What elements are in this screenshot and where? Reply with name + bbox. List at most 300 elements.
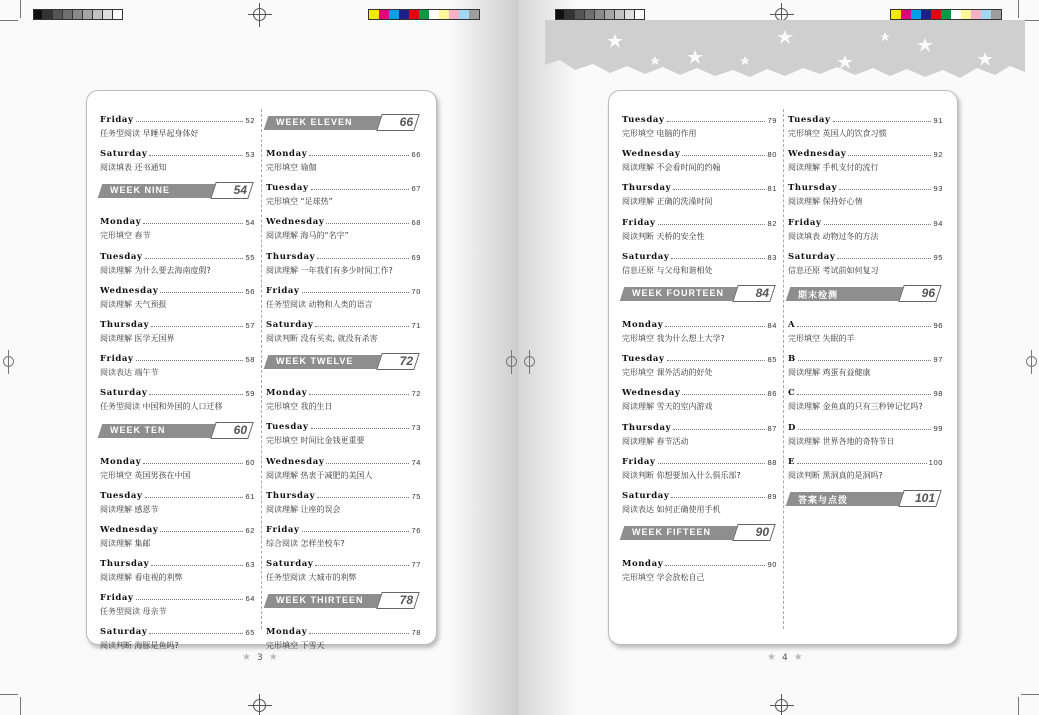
day-name: Monday xyxy=(266,149,308,159)
day-name: Monday xyxy=(100,456,142,467)
color-swatch xyxy=(991,10,1001,19)
task-title: 完形填空 失眠的羊 xyxy=(788,333,855,343)
task-title: 完形填空 “足球热” xyxy=(266,197,333,207)
day-name: Thursday xyxy=(266,251,316,262)
toc-entry-heading xyxy=(622,451,777,467)
toc-entry-heading xyxy=(100,382,255,398)
entry-page-number: 75 xyxy=(411,491,421,501)
week-page-number: 90 xyxy=(755,525,769,540)
toc-entry-heading xyxy=(266,143,421,159)
color-swatch xyxy=(595,9,605,20)
task-title: 阅读理解 为什么要去海南度假? xyxy=(100,265,211,275)
day-name: Thursday xyxy=(622,422,672,433)
toc-entry-heading xyxy=(100,280,255,296)
day-name: Tuesday xyxy=(266,422,309,433)
toc-column xyxy=(622,109,777,587)
toc-entry-heading xyxy=(266,485,421,501)
week-page-number: 78 xyxy=(399,593,413,608)
side-registration-mark-icon xyxy=(505,350,517,374)
week-page-box xyxy=(376,114,420,131)
leader-dots xyxy=(326,463,409,464)
day-name: Wednesday xyxy=(622,388,681,399)
day-name: Thursday xyxy=(788,183,838,194)
page-footer xyxy=(242,652,278,663)
leader-dots xyxy=(160,531,243,532)
entry-page-number: 77 xyxy=(411,560,421,570)
task-title: 完形填空 我的生日 xyxy=(266,402,333,412)
entry-page-number: 70 xyxy=(411,286,421,296)
leader-dots xyxy=(797,394,931,395)
toc-entry xyxy=(622,212,777,246)
task-title: 阅读判断 黑洞真的是洞吗? xyxy=(788,470,883,480)
week-title: WEEK NINE xyxy=(110,185,171,196)
task-title: 阅读理解 金鱼真的只有三秒钟记忆吗? xyxy=(788,402,923,412)
toc-entry xyxy=(622,382,777,416)
task-title: 完形填空 春节 xyxy=(100,231,151,241)
day-name: Thursday xyxy=(100,319,150,330)
toc-entry-heading xyxy=(622,382,777,398)
day-name: Tuesday xyxy=(622,115,665,125)
toc-entry-heading xyxy=(622,246,777,262)
toc-entry-heading xyxy=(266,416,421,432)
toc-entry xyxy=(622,314,777,348)
entry-page-number: 84 xyxy=(767,320,777,330)
toc-entry xyxy=(100,587,255,621)
week-page-number: 72 xyxy=(399,354,413,369)
toc-entry-heading xyxy=(622,417,777,433)
leader-dots xyxy=(798,360,932,361)
day-name: Saturday xyxy=(100,627,148,638)
leader-dots xyxy=(839,189,931,190)
side-registration-mark-icon xyxy=(2,350,14,374)
toc-card-left xyxy=(86,90,437,651)
entry-page-number: 59 xyxy=(245,389,255,399)
toc-entry-heading xyxy=(266,451,421,467)
task-title: 阅读理解 手机支付的流行 xyxy=(788,163,879,173)
color-swatch xyxy=(419,10,429,19)
leader-dots xyxy=(658,224,766,225)
color-swatch xyxy=(63,9,73,20)
task-title: 阅读理解 天气预报 xyxy=(100,299,167,309)
entry-page-number: 100 xyxy=(928,457,943,467)
toc-entry-heading xyxy=(622,314,777,330)
leader-dots xyxy=(673,429,765,430)
day-name: Friday xyxy=(266,524,300,535)
leader-dots xyxy=(667,121,766,122)
color-swatch xyxy=(891,10,901,19)
day-name: Tuesday xyxy=(622,354,665,365)
week-page-box xyxy=(210,182,254,199)
day-name: Friday xyxy=(788,217,822,228)
leader-dots xyxy=(798,429,931,430)
leader-dots xyxy=(673,189,765,190)
task-title: 阅读理解 热衷于减肥的美国人 xyxy=(266,470,373,480)
leader-dots xyxy=(143,223,243,224)
task-title: 完形填空 瑜伽 xyxy=(266,163,317,172)
toc-entry-heading xyxy=(100,587,255,603)
toc-entry-heading xyxy=(266,519,421,535)
toc-entry-heading xyxy=(100,143,255,159)
toc-entry-heading xyxy=(788,212,943,228)
leader-dots xyxy=(145,497,244,498)
week-page-number: 96 xyxy=(921,285,935,300)
color-swatch xyxy=(33,9,43,20)
toc-entry xyxy=(266,382,421,416)
day-name: Thursday xyxy=(100,559,150,570)
toc-entry xyxy=(622,246,777,280)
toc-entry xyxy=(788,143,943,177)
task-title: 任务型阅读 动物和人类的语言 xyxy=(266,299,373,309)
leader-dots xyxy=(671,497,765,498)
color-swatch xyxy=(911,10,921,19)
toc-entry-heading xyxy=(622,177,777,193)
toc-entry-heading xyxy=(788,417,943,433)
side-registration-mark-icon xyxy=(523,350,535,374)
leader-dots xyxy=(143,463,243,464)
color-swatch xyxy=(93,9,103,20)
day-name: Wednesday xyxy=(266,456,325,467)
toc-entry xyxy=(622,177,777,211)
task-title: 完形填空 下雪天 xyxy=(266,641,325,651)
entry-page-number: 74 xyxy=(411,457,421,467)
toc-entry xyxy=(266,177,421,211)
star-icon: ★ xyxy=(793,652,803,663)
task-title: 信息还原 与父母和谐相处 xyxy=(622,265,713,275)
day-name: Wednesday xyxy=(266,217,325,228)
entry-page-number: 53 xyxy=(245,150,255,160)
toc-entry-heading xyxy=(100,314,255,330)
day-name: Friday xyxy=(622,217,656,228)
entry-page-number: 86 xyxy=(767,389,777,399)
color-swatch xyxy=(53,9,63,20)
color-swatch xyxy=(615,9,625,20)
day-name: Monday xyxy=(622,559,664,570)
day-name: D xyxy=(788,422,796,433)
task-title: 信息还原 考试前如何复习 xyxy=(788,265,879,275)
star-icon: ★ xyxy=(767,652,776,663)
task-title: 阅读理解 世界各地的奇特节日 xyxy=(788,436,895,446)
toc-entry xyxy=(788,109,943,143)
leader-dots xyxy=(317,497,409,498)
task-title: 阅读理解 雪天的室内游戏 xyxy=(622,402,713,412)
task-title: 阅读表达 端午节 xyxy=(100,368,159,378)
task-title: 完形填空 电脑的作用 xyxy=(622,129,697,138)
toc-entry xyxy=(100,485,255,519)
leader-dots xyxy=(149,394,243,395)
leader-dots xyxy=(665,565,765,566)
entry-page-number: 90 xyxy=(767,560,777,570)
gray-swatch-strip xyxy=(555,9,645,20)
week-title: 期末检测 xyxy=(798,289,839,300)
entry-page-number: 65 xyxy=(245,628,255,638)
entry-page-number: 92 xyxy=(933,150,943,160)
leader-dots xyxy=(682,155,765,156)
week-header xyxy=(622,284,777,306)
leader-dots xyxy=(833,121,932,122)
gray-swatch-strip xyxy=(33,9,123,20)
entry-page-number: 63 xyxy=(245,560,255,570)
toc-entry xyxy=(622,451,777,485)
week-page-box xyxy=(898,285,942,302)
entry-page-number: 94 xyxy=(933,218,943,228)
task-title: 阅读理解 正确的洗澡时间 xyxy=(622,197,713,207)
toc-column xyxy=(266,109,421,655)
toc-entry xyxy=(788,314,943,348)
entry-page-number: 96 xyxy=(933,320,943,330)
toc-entry-heading xyxy=(100,485,255,501)
leader-dots xyxy=(665,326,765,327)
toc-entry-heading xyxy=(788,451,943,467)
color-swatch xyxy=(635,9,645,20)
color-swatch xyxy=(459,10,469,19)
leader-dots xyxy=(151,326,243,327)
entry-page-number: 54 xyxy=(245,218,255,228)
color-swatch xyxy=(971,10,981,19)
toc-entry xyxy=(622,143,777,177)
leader-dots xyxy=(309,155,409,156)
registration-mark-icon xyxy=(770,694,794,715)
entry-page-number: 99 xyxy=(933,423,943,433)
toc-entry xyxy=(100,519,255,553)
column-divider xyxy=(261,109,262,629)
task-title: 阅读判断 没有买卖, 就没有杀害 xyxy=(266,333,378,343)
color-swatch xyxy=(961,10,971,19)
toc-entry-heading xyxy=(788,246,943,262)
toc-entry-heading xyxy=(266,621,421,637)
entry-page-number: 91 xyxy=(933,116,943,125)
toc-entry xyxy=(266,314,421,348)
toc-entry xyxy=(622,553,777,587)
entry-page-number: 72 xyxy=(411,389,421,399)
toc-entry-heading xyxy=(266,314,421,330)
entry-page-number: 98 xyxy=(933,389,943,399)
week-title: WEEK TEN xyxy=(110,424,166,435)
entry-page-number: 52 xyxy=(245,116,255,125)
toc-entry-heading xyxy=(100,348,255,364)
toc-entry-heading xyxy=(266,382,421,398)
crop-mark xyxy=(0,20,18,21)
toc-entry-heading xyxy=(266,280,421,296)
column-divider xyxy=(783,109,784,629)
toc-entry-heading xyxy=(622,348,777,364)
day-name: Wednesday xyxy=(788,149,847,160)
task-title: 阅读理解 鸡蛋有益健康 xyxy=(788,368,871,378)
week-page-number: 84 xyxy=(755,285,769,300)
toc-entry-heading xyxy=(266,211,421,227)
week-page-number: 60 xyxy=(233,422,247,437)
toc-entry-heading xyxy=(622,143,777,159)
crop-mark xyxy=(1018,0,1019,18)
task-title: 阅读理解 海马的“名字” xyxy=(266,231,349,241)
leader-dots xyxy=(136,121,244,122)
color-bar xyxy=(368,9,480,20)
week-header xyxy=(100,181,255,203)
toc-entry-heading xyxy=(788,382,943,398)
task-title: 阅读理解 集邮 xyxy=(100,538,151,548)
task-title: 完形填空 课外活动的好处 xyxy=(622,368,713,378)
color-swatch xyxy=(469,10,479,19)
task-title: 阅读理解 让座的误会 xyxy=(266,504,341,514)
toc-entry-heading xyxy=(266,553,421,569)
task-title: 阅读理解 保持好心情 xyxy=(788,197,863,207)
task-title: 阅读判断 天桥的安全性 xyxy=(622,231,705,241)
toc-entry-heading xyxy=(622,212,777,228)
day-name: Monday xyxy=(266,627,308,638)
day-name: Friday xyxy=(100,354,134,365)
leader-dots xyxy=(326,223,409,224)
task-title: 阅读理解 不会看时间的约翰 xyxy=(622,163,721,173)
color-swatch xyxy=(439,10,449,19)
day-name: Saturday xyxy=(100,388,148,399)
day-name: Monday xyxy=(266,388,308,399)
toc-entry xyxy=(266,416,421,450)
color-swatch xyxy=(941,10,951,19)
entry-page-number: 60 xyxy=(245,457,255,467)
task-title: 完形填空 英国男孩在中国 xyxy=(100,470,191,480)
day-name: Wednesday xyxy=(100,524,159,535)
entry-page-number: 69 xyxy=(411,252,421,262)
day-name: Friday xyxy=(622,456,656,467)
entry-page-number: 95 xyxy=(933,252,943,262)
day-name: Wednesday xyxy=(622,149,681,160)
task-title: 完形填空 我为什么想上大学? xyxy=(622,333,725,343)
color-swatch xyxy=(931,10,941,19)
crop-mark xyxy=(20,697,21,715)
week-page-box xyxy=(210,422,254,439)
task-title: 任务型阅读 大城市的利弊 xyxy=(266,573,357,583)
task-title: 任务型阅读 中国和外国的人口迁移 xyxy=(100,402,223,412)
week-title: WEEK ELEVEN xyxy=(276,117,353,127)
toc-entry xyxy=(100,246,255,280)
color-bar xyxy=(890,9,1002,20)
leader-dots xyxy=(317,258,409,259)
color-swatch xyxy=(379,10,389,19)
toc-entry xyxy=(100,621,255,655)
toc-entry xyxy=(100,280,255,314)
page-footer xyxy=(767,652,803,663)
task-title: 阅读填表 动物过冬的方法 xyxy=(788,231,879,241)
week-page-box xyxy=(376,353,420,370)
entry-page-number: 82 xyxy=(767,218,777,228)
entry-page-number: 62 xyxy=(245,525,255,535)
side-registration-mark-icon xyxy=(1025,350,1037,374)
day-name: Saturday xyxy=(266,319,314,330)
leader-dots xyxy=(136,360,244,361)
task-title: 阅读填表 还书通知 xyxy=(100,163,167,173)
day-name: Saturday xyxy=(100,149,148,160)
toc-entry xyxy=(266,485,421,519)
toc-card-right xyxy=(608,90,958,645)
leader-dots xyxy=(149,155,243,156)
leader-dots xyxy=(315,326,409,327)
entry-page-number: 71 xyxy=(411,320,421,330)
color-swatch xyxy=(399,10,409,19)
toc-entry xyxy=(266,211,421,245)
task-title: 阅读表达 如何正确使用手机 xyxy=(622,504,721,514)
leader-dots xyxy=(302,292,410,293)
color-swatch xyxy=(113,9,123,20)
entry-page-number: 61 xyxy=(245,491,255,501)
task-title: 阅读判断 海豚是鱼吗? xyxy=(100,641,179,651)
entry-page-number: 88 xyxy=(767,457,777,467)
week-page-box xyxy=(732,524,776,541)
crop-mark xyxy=(0,694,18,695)
toc-entry xyxy=(100,143,255,177)
week-page-number: 101 xyxy=(914,490,935,505)
toc-entry-heading xyxy=(266,177,421,193)
day-name: B xyxy=(788,354,796,365)
toc-entry xyxy=(788,382,943,416)
color-swatch xyxy=(951,10,961,19)
leader-dots xyxy=(160,292,243,293)
toc-entry-heading xyxy=(622,553,777,569)
entry-page-number: 64 xyxy=(245,594,255,604)
week-title: WEEK FOURTEEN xyxy=(632,287,725,298)
day-name: Monday xyxy=(622,319,664,330)
week-page-box xyxy=(376,592,420,609)
color-swatch xyxy=(409,10,419,19)
leader-dots xyxy=(309,394,409,395)
leader-dots xyxy=(671,258,765,259)
toc-entry xyxy=(622,417,777,451)
task-title: 阅读理解 一年我们有多少时间工作? xyxy=(266,265,393,275)
week-header xyxy=(788,489,943,511)
toc-entry-heading xyxy=(100,553,255,569)
task-title: 阅读理解 春节活动 xyxy=(622,436,689,446)
entry-page-number: 67 xyxy=(411,184,421,194)
leader-dots xyxy=(682,394,765,395)
week-header xyxy=(100,421,255,443)
crop-mark xyxy=(1018,697,1019,715)
color-swatch xyxy=(369,10,379,19)
crop-mark xyxy=(20,0,21,18)
toc-entry xyxy=(266,519,421,553)
leader-dots xyxy=(824,224,932,225)
toc-entry-heading xyxy=(788,314,943,330)
day-name: Monday xyxy=(100,217,142,228)
entry-page-number: 76 xyxy=(411,525,421,535)
week-header xyxy=(266,352,421,374)
toc-entry xyxy=(788,451,943,485)
task-title: 完形填空 学会放松自己 xyxy=(622,573,705,583)
day-name: Thursday xyxy=(266,490,316,501)
toc-column xyxy=(100,109,255,656)
color-swatch xyxy=(449,10,459,19)
week-header xyxy=(622,523,777,545)
task-title: 阅读理解 医学无国界 xyxy=(100,333,175,343)
color-swatch xyxy=(103,9,113,20)
page-number: 3 xyxy=(256,652,263,663)
toc-entry-heading xyxy=(100,246,255,262)
toc-entry-heading xyxy=(100,109,255,125)
day-name: Tuesday xyxy=(100,490,143,501)
toc-entry-heading xyxy=(100,211,255,227)
leader-dots xyxy=(837,258,931,259)
toc-entry xyxy=(622,348,777,382)
page-number: 4 xyxy=(781,652,788,663)
toc-entry xyxy=(266,451,421,485)
entry-page-number: 58 xyxy=(245,355,255,365)
star-banner-decoration xyxy=(545,20,1025,80)
day-name: E xyxy=(788,456,796,467)
leader-dots xyxy=(145,258,244,259)
toc-entry xyxy=(788,417,943,451)
day-name: A xyxy=(788,319,796,330)
toc-entry-heading xyxy=(100,451,255,467)
color-swatch xyxy=(43,9,53,20)
toc-entry xyxy=(100,211,255,245)
entry-page-number: 97 xyxy=(933,355,943,365)
